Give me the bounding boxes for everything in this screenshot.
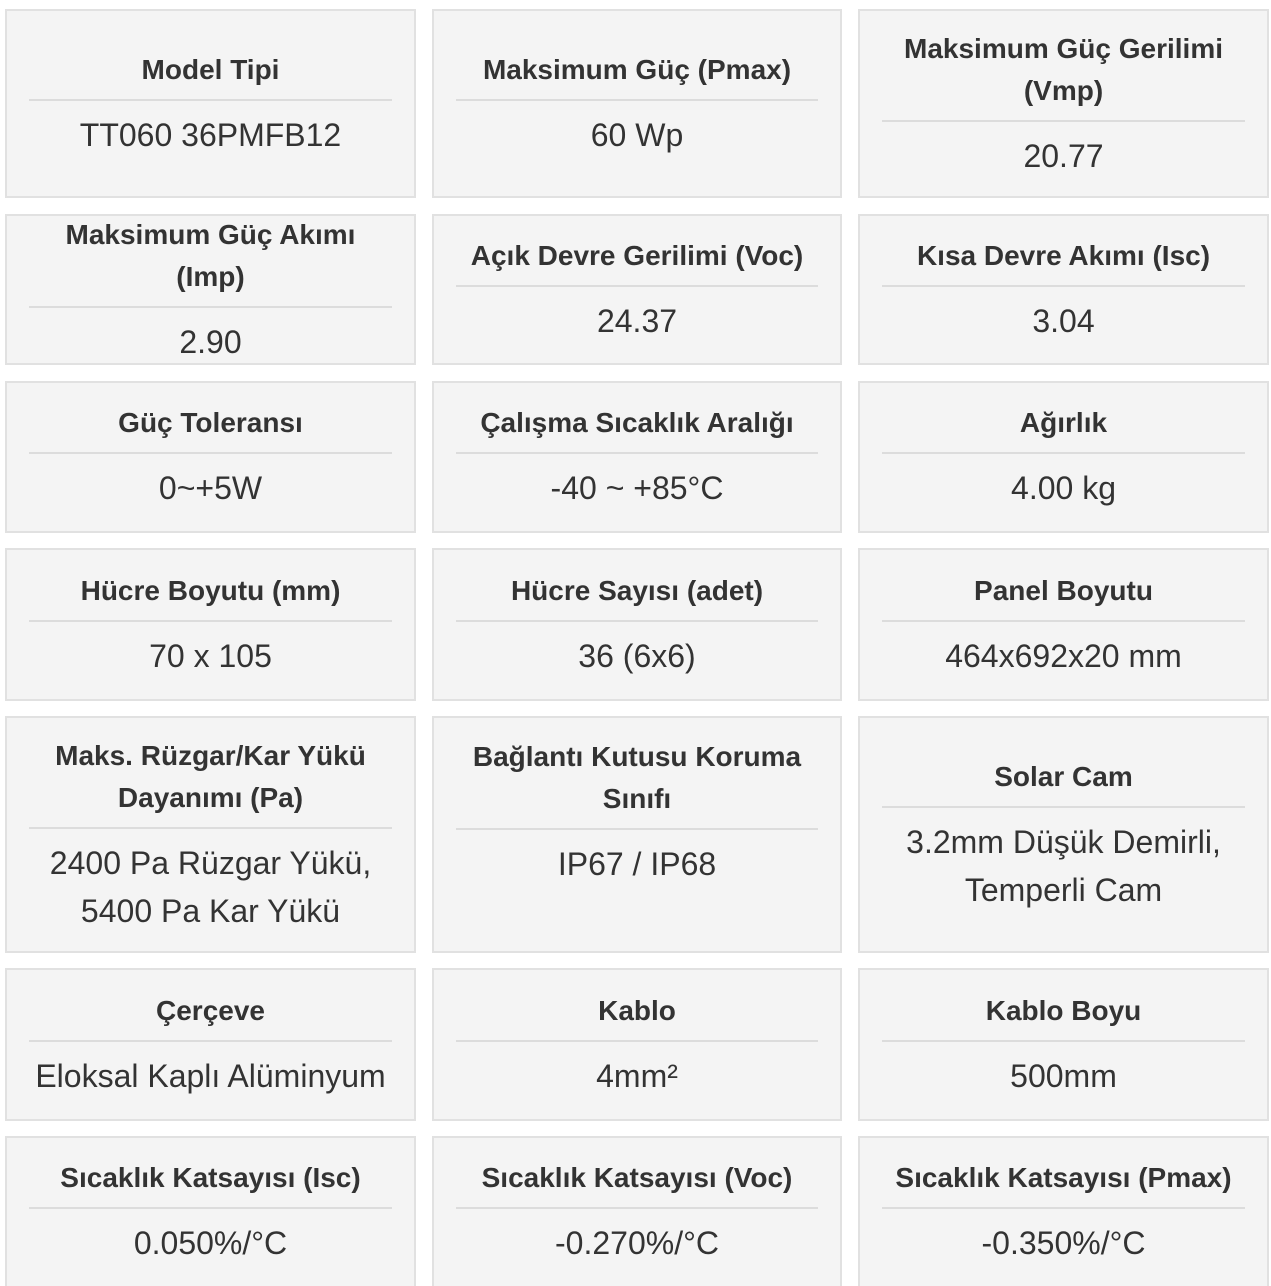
spec-value: 36 (6x6) (578, 637, 696, 674)
spec-card-cell-count (432, 548, 842, 701)
spec-label: Sıcaklık Katsayısı (Pmax) (882, 1157, 1245, 1209)
spec-label: Maksimum Güç Gerilimi (Vmp) (882, 28, 1245, 122)
spec-card-frame (5, 968, 416, 1121)
spec-label: Açık Devre Gerilimi (Voc) (456, 235, 818, 287)
spec-value: 20.77 (1023, 137, 1104, 174)
spec-value: 24.37 (596, 302, 678, 339)
spec-label: Hücre Boyutu (mm) (29, 570, 392, 622)
spec-card-cable (432, 968, 842, 1121)
spec-label: Maksimum Güç Akımı (Imp) (29, 214, 392, 308)
spec-card-wind-snow-load (5, 716, 416, 953)
spec-label: Sıcaklık Katsayısı (Isc) (29, 1157, 392, 1209)
spec-value: 500mm (1010, 1057, 1117, 1094)
spec-value: 464x692x20 mm (945, 637, 1182, 674)
spec-value: -0.350%/°C (981, 1225, 1146, 1261)
spec-label: Maks. Rüzgar/Kar Yükü Dayanımı (Pa) (29, 735, 392, 829)
spec-value: TT060 36PMFB12 (79, 116, 342, 153)
spec-value: 60 Wp (590, 116, 684, 153)
spec-label: Çalışma Sıcaklık Aralığı (456, 402, 818, 454)
spec-card-solar-glass (858, 716, 1269, 953)
spec-label: Solar Cam (882, 756, 1245, 808)
spec-value: 70 x 105 (149, 637, 272, 674)
spec-card-power-tolerance (5, 381, 416, 533)
spec-card-panel-size (858, 548, 1269, 701)
spec-card-temp-coef-isc (5, 1136, 416, 1286)
spec-value: 3.04 (1032, 302, 1095, 339)
spec-card-voc (432, 214, 842, 365)
spec-value: 0.050%/°C (133, 1225, 288, 1261)
spec-card-isc (858, 214, 1269, 365)
spec-label: Panel Boyutu (882, 570, 1245, 622)
spec-label: Güç Toleransı (29, 402, 392, 454)
spec-value: Eloksal Kaplı Alüminyum (35, 1057, 386, 1094)
spec-value: -40 ~ +85°C (550, 470, 724, 506)
spec-label: Kablo Boyu (882, 990, 1245, 1042)
spec-value: 2.90 (179, 323, 242, 360)
spec-label: Bağlantı Kutusu Koruma Sınıfı (456, 736, 818, 830)
spec-label: Ağırlık (882, 402, 1245, 454)
spec-label: Hücre Sayısı (adet) (456, 570, 818, 622)
spec-value: IP67 / IP68 (557, 846, 717, 882)
spec-value: 2400 Pa Rüzgar Yükü, 5400 Pa Kar Yükü (49, 844, 372, 929)
spec-value: 3.2mm Düşük Demirli, Temperli Cam (906, 823, 1221, 908)
spec-value: -0.270%/°C (555, 1225, 719, 1261)
spec-card-operating-temp (432, 381, 842, 533)
spec-label: Çerçeve (29, 990, 392, 1042)
spec-value: 4.00 kg (1011, 470, 1116, 506)
spec-card-vmp (858, 9, 1269, 198)
spec-label: Sıcaklık Katsayısı (Voc) (456, 1157, 818, 1209)
spec-card-cell-size (5, 548, 416, 701)
spec-label: Model Tipi (29, 49, 392, 101)
spec-card-temp-coef-voc (432, 1136, 842, 1286)
spec-label: Kablo (456, 990, 818, 1042)
spec-card-imp (5, 214, 416, 365)
spec-card-junction-box (432, 716, 842, 953)
spec-card-pmax (432, 9, 842, 198)
spec-label: Kısa Devre Akımı (Isc) (882, 235, 1245, 287)
spec-card-temp-coef-pmax (858, 1136, 1269, 1286)
spec-card-weight (858, 381, 1269, 533)
spec-label: Maksimum Güç (Pmax) (456, 49, 818, 101)
spec-card-model-type (5, 9, 416, 198)
spec-value: 4mm² (596, 1057, 678, 1094)
spec-card-cable-length (858, 968, 1269, 1121)
spec-value: 0~+5W (158, 470, 263, 506)
